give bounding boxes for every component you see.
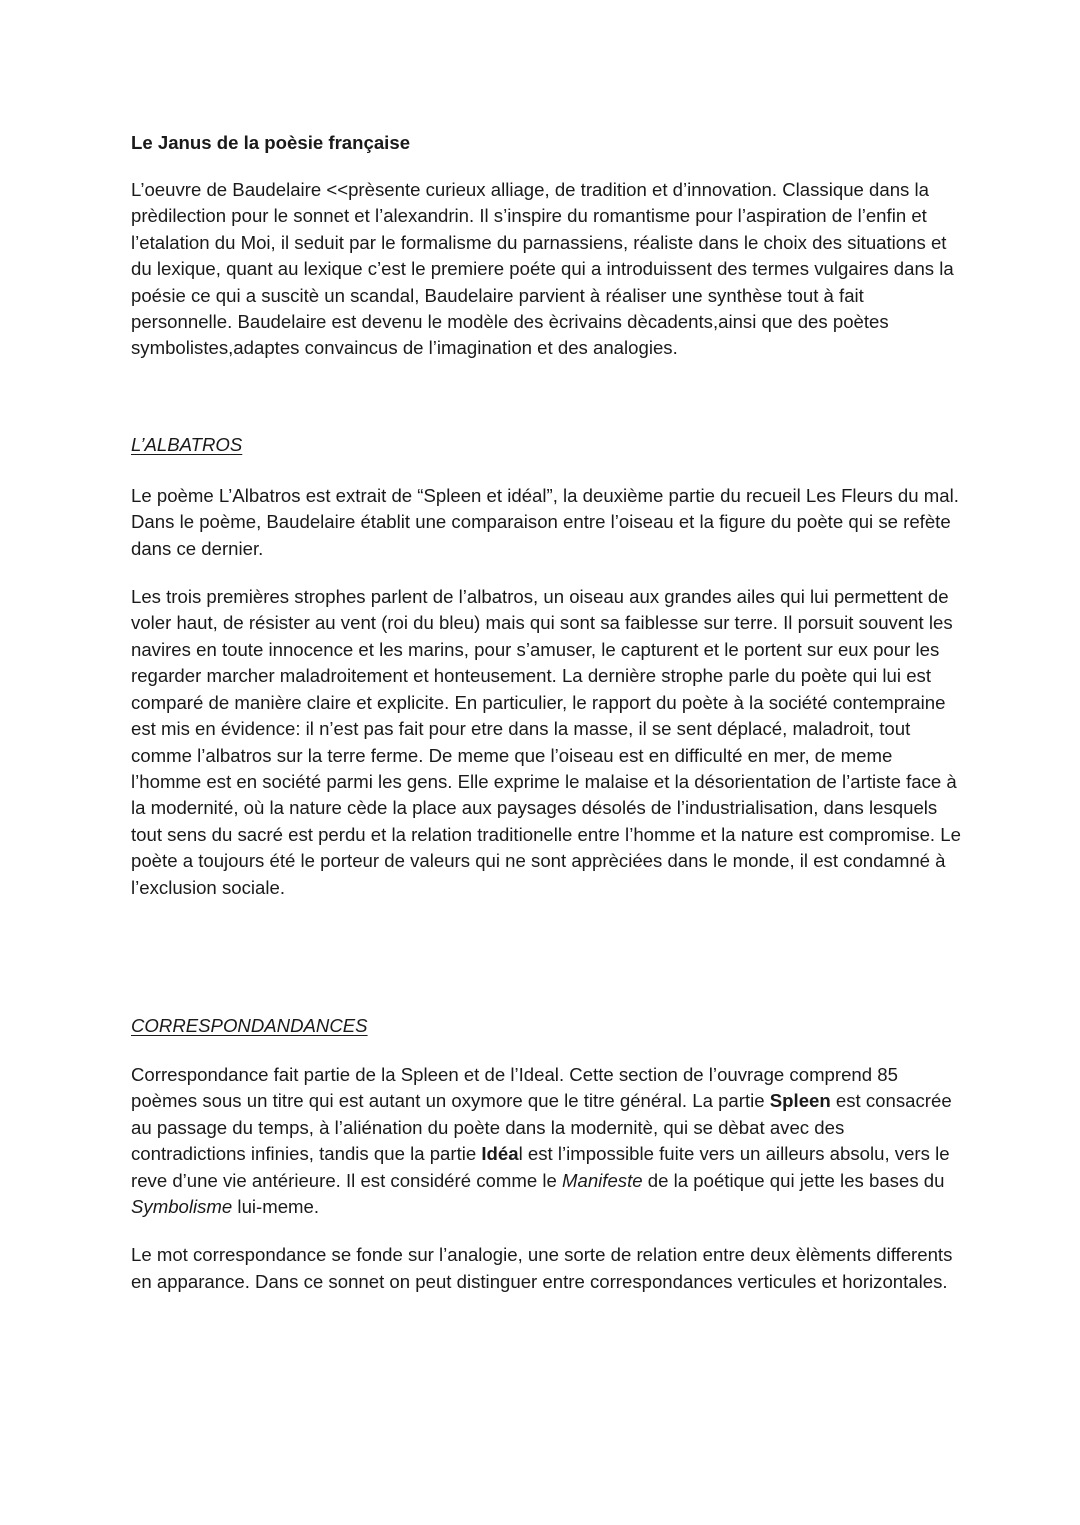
text-run: l est l’impossible fuite vers un ailleurs absolu, vers le reve d’une vie antérieure. Il est considéré comme le [131,1143,950,1191]
emphasis-spleen: Spleen [769,1090,831,1112]
intro-paragraph: L’oeuvre de Baudelaire <<prèsente curieux alliage, de tradition et d’innovation. Classique dans la prèdilection pour le sonnet et l’alexandrin. Il s’inspire du romantisme pour l’aspiration de l’enfin et l’etalation du Moi, il seduit par le formalisme du parnassiens, réaliste dans le choix des situations et du lexique, quant au lexique c’est le premiere poéte qui a introduissent des termes vulgaires dans la poésie ce qui a suscitè un scandal, Baudelaire parvient à réaliser une synthèse tout à fait personnelle. Baudelaire est devenu le modèle des ècrivains dècadents,ainsi que des poètes symbolistes,adaptes convaincus de l’imagination et des analogies. [131,179,954,359]
section-heading-correspondances: CORRESPONDANDANCES [131,1014,368,1036]
albatros-paragraph-2: Les trois premières strophes parlent de l’albatros, un oiseau aux grandes ailes qui lui permettent de voler haut, de résister au vent (roi du bleu) mais qui sont sa faiblesse sur terre. Il porsuit souvent les navires en toute innocence et les marins, pour s’amuser, le capturent et le portent sur eux pour les regarder marcher maladroitement et honteusement. La dernière strophe parle du poète qui lui est comparé de manière claire et explicite. En particulier, le rapport du poète à la société contempraine est mis en évidence: il n’est pas fait pour etre dans la masse, il se sent déplacé, maladroit, tout comme l’albatros sur la terre ferme. De meme que l’oiseau est en difficulté en mer, de meme l’homme est en société parmi les gens. Elle exprime le malaise et la désorientation de l’artiste face à la modernité, où la nature cède la place aux paysages désolés de l’industrialisation, dans lesquels tout sens du sacré est perdu et la relation traditionelle entre l’homme et la nature est compromise. Le poète a toujours été le porteur de valeurs qui ne sont apprèciées dans le monde, il est condamné à l’exclusion sociale. [131,586,961,898]
emphasis-ideal: Idéa [481,1143,519,1165]
correspondances-paragraph-1 [131,1062,961,1220]
emphasis-symbolisme: Symbolisme [131,1195,233,1217]
document-title: Le Janus de la poèsie française [131,132,411,153]
albatros-paragraph-1: Le poème L’Albatros est extrait de “Spleen et idéal”, la deuxième partie du recueil Les Fleurs du mal. Dans le poème, Baudelaire établit une comparaison entre l’oiseau et la figure du poète qui se refète dans ce dernier. [131,484,959,559]
text-run: lui-meme. [232,1195,320,1217]
emphasis-manifeste: Manifeste [561,1169,643,1191]
correspondances-paragraph-2: Le mot correspondance se fonde sur l’analogie, une sorte de relation entre deux èlèments differents en apparance. Dans ce sonnet on peut distinguer entre correspondances verticules et horizontales. [131,1244,953,1292]
section-heading-albatros: L’ALBATROS [131,433,243,455]
text-run: Correspondance fait partie de la Spleen et de l’Ideal. Cette section de l’ouvrage comprend 85 poèmes sous un titre qui est autant un oxymore que le titre général. La partie [131,1063,898,1112]
document-page [131,130,961,1295]
text-run: est consacrée au passage du temps, à l’aliénation du poète dans la modernitè, qui se dèbat avec des contradictions infinies, tandis que la partie [131,1090,952,1165]
text-run: de la poétique qui jette les bases du [642,1169,945,1191]
